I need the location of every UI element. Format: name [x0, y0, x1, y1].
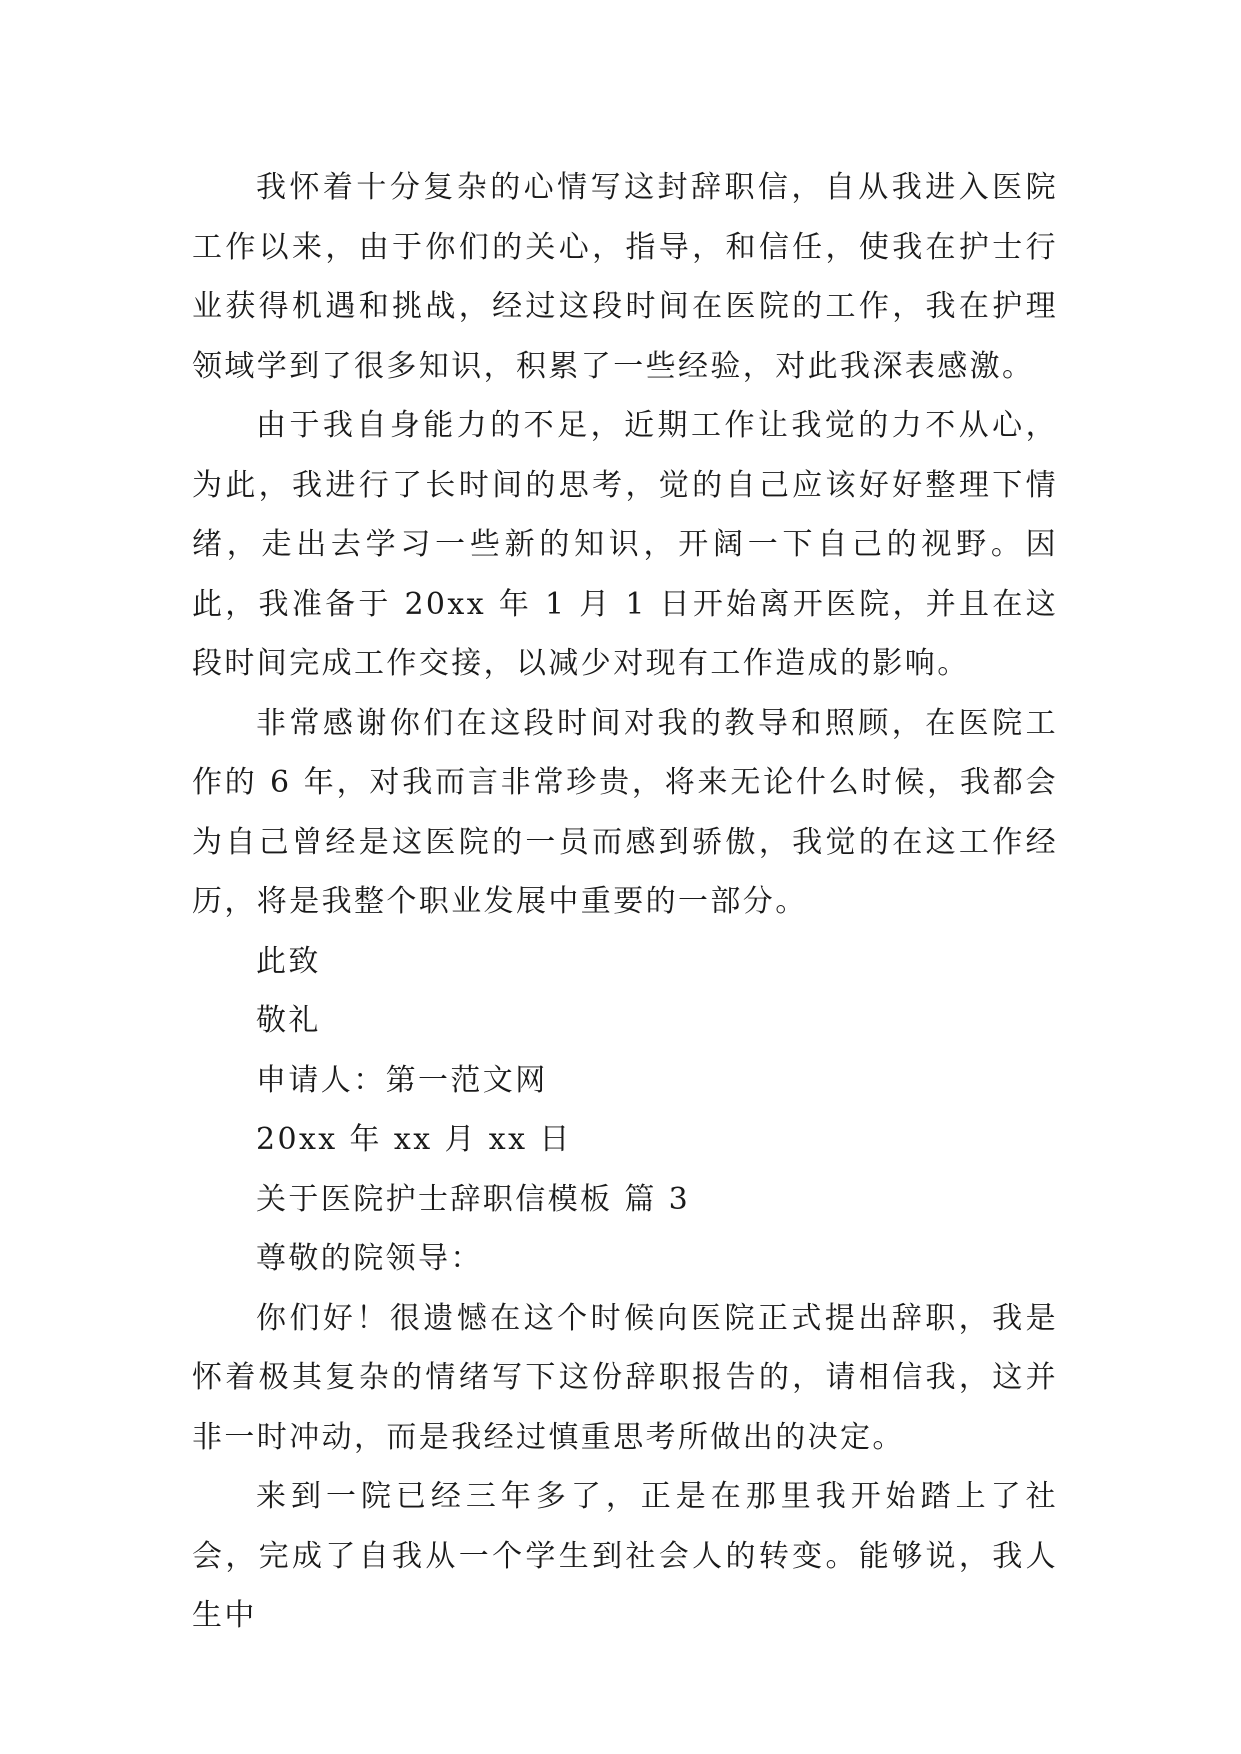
- document-body: [192, 158, 1058, 1646]
- section-title: 关于医院护士辞职信模板 篇 3: [256, 1181, 691, 1217]
- paragraph-3: 非常感谢你们在这段时间对我的教导和照顾，在医院工作的 6 年，对我而言非常珍贵，将来无论什么时候，我都会为自己曾经是这医院的一员而感到骄傲，我觉的在这工作经历，将是我整个职业发展中重要的一部分。: [192, 705, 1058, 919]
- date-line: 20xx 年 xx 月 xx 日: [256, 1122, 572, 1157]
- salute-line: 敬礼: [256, 1003, 321, 1038]
- paragraph-5: 来到一院已经三年多了，正是在那里我开始踏上了社会，完成了自我从一个学生到社会人的转变。能够说，我人生中: [192, 1479, 1058, 1633]
- closing-line: 此致: [256, 943, 321, 979]
- paragraph-2: 由于我自身能力的不足，近期工作让我觉的力不从心，为此，我进行了长时间的思考，觉的自己应该好好整理下情绪，走出去学习一些新的知识，开阔一下自己的视野。因此，我准备于 20xx 年 1 月 1 日开始离开医院，并且在这段时间完成工作交接，以减少对现有工作造成的影响。: [192, 408, 1058, 681]
- applicant-line: 申请人：第一范文网: [256, 1062, 548, 1098]
- paragraph-1: 我怀着十分复杂的心情写这封辞职信，自从我进入医院工作以来，由于你们的关心，指导，和信任，使我在护士行业获得机遇和挑战，经过这段时间在医院的工作，我在护理领域学到了很多知识，积累了一些经验，对此我深表感激。: [192, 170, 1058, 384]
- paragraph-4: 你们好！很遗憾在这个时候向医院正式提出辞职，我是怀着极其复杂的情绪写下这份辞职报告的，请相信我，这并非一时冲动，而是我经过慎重思考所做出的决定。: [192, 1300, 1058, 1455]
- greeting-line: 尊敬的院领导：: [256, 1241, 483, 1276]
